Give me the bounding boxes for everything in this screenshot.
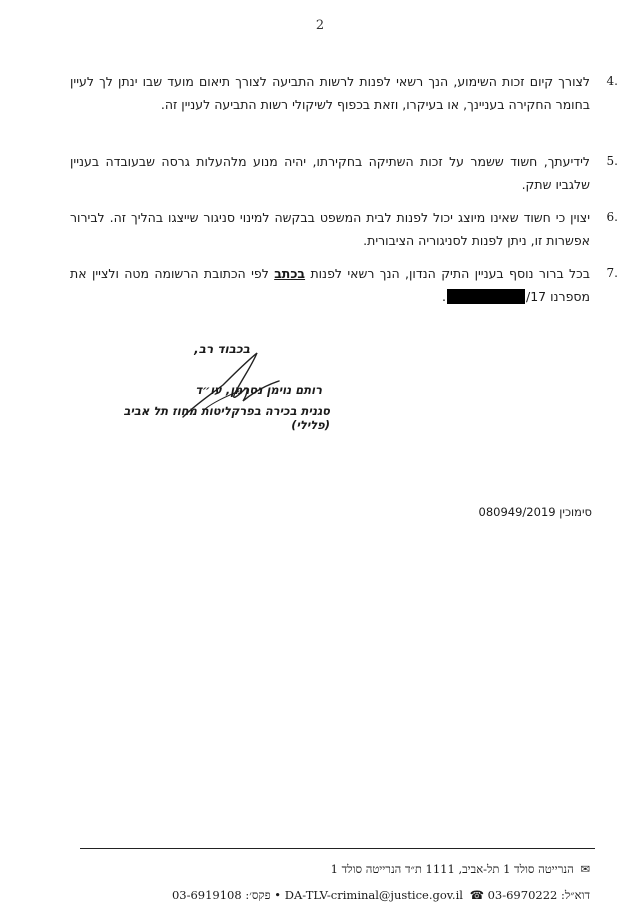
clause-text: לצורך קיום זכות השימוע, הנך רשאי לפנות לרשות התביעה לצורך תיאום מועד שבו ינתן לך לעיין בחומר החקירה בעניינך, או בעיקרו, וזאת בכפוף לשיקולי רשות התביעה לעניין זה. (70, 74, 590, 112)
clause-text: יצוין כי חשוד שאינו מיוצג יכול לפנות לבית המשפט בבקשה למינוי סניגור שייצגו בהליך זה. לבירור אפשרות זו, ניתן לפנות לסניגוריה הציבורית. (70, 210, 590, 248)
address-text: הנרייטה סולד 1 תל-אביב, 1111 ת״ד הנרייטה סולד 1 (330, 862, 574, 876)
clause-number: 4. (606, 74, 618, 88)
emphasized-word: בכתב (274, 266, 306, 281)
clause-number: 6. (606, 210, 618, 224)
clause-text (70, 262, 590, 308)
clause-number: 7. (606, 266, 618, 280)
page-number: 2 (315, 18, 325, 33)
redaction-box (447, 289, 525, 304)
email-link[interactable]: DA-TLV-criminal@justice.gov.il (284, 888, 463, 902)
reference-suffix: /17 (526, 289, 547, 304)
email-label: דוא״ל: (561, 888, 590, 902)
phone-number: 03-6970222 (487, 888, 558, 902)
footer-divider (80, 848, 595, 849)
signer-name: רותם נוימן נסרמן, עו״ד (195, 383, 322, 397)
footer-address (100, 862, 590, 876)
closing-greeting: בכבוד רב, (194, 342, 250, 356)
envelope-icon: ✉ (580, 862, 590, 876)
clause-text-before: בכל ברור נוסף בעניין התיק הנדון, הנך רשאי לפנות (310, 266, 590, 281)
clause-7 (70, 262, 618, 308)
clause-6 (70, 206, 618, 252)
reference-number: סימוכין 080949/2019 (478, 505, 592, 519)
fax-label: פקס׳: (245, 888, 271, 902)
clause-4 (70, 70, 618, 116)
clause-number: 5. (606, 154, 618, 168)
footer-contact (100, 888, 590, 902)
phone-icon: ☎ (469, 888, 484, 902)
trailing-dot: . (442, 289, 447, 304)
fax-number: 03-6919108 (171, 888, 242, 902)
separator-dot: • (274, 888, 282, 902)
signer-title: סגנית בכירה בפרקליטות מחוז תל אביב (פלילי) (123, 404, 330, 432)
clause-text-after: לפי הכתובת הרשומה מטה ולציין את מספרנו (70, 266, 590, 304)
clause-text: לידיעתך, חשוד ששמר על זכות השתיקה בחקירתו, יהיה מנוע מלהעלות גרסה שבעובדה בעניין שלגביו שתק. (70, 154, 590, 192)
clause-5 (70, 150, 618, 196)
